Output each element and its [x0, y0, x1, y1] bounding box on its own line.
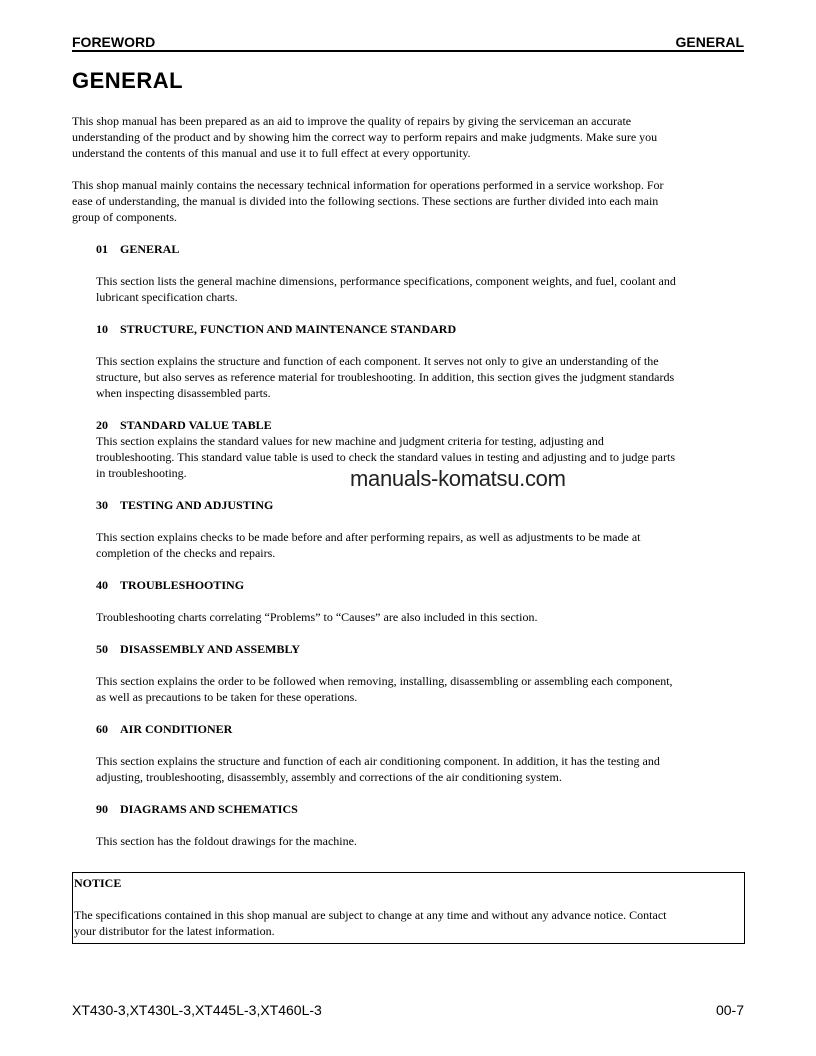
section-text-line: lubricant specification charts. [96, 290, 238, 304]
section-text-line: This section lists the general machine dimensions, performance specifications, component weights, and fuel, coolant and [96, 274, 676, 288]
section-title: TESTING AND ADJUSTING [120, 498, 274, 512]
section-heading [96, 497, 744, 513]
paragraph-line: This shop manual has been prepared as an aid to improve the quality of repairs by giving the serviceman an accurate [72, 114, 632, 128]
section-title: DIAGRAMS AND SCHEMATICS [120, 802, 298, 816]
paragraph-line: understand the contents of this manual and use it to full effect at every opportunity. [72, 146, 471, 160]
section-text-line: This section explains the order to be followed when removing, installing, disassembling or assembling each component, [96, 674, 673, 688]
watermark: manuals-komatsu.com [350, 466, 566, 491]
section-number: 30 [96, 498, 108, 512]
notice-text-line: The specifications contained in this shop manual are subject to change at any time and without any advance notice. Contact [74, 908, 667, 922]
section-number: 90 [96, 802, 108, 816]
section-number: 20 [96, 418, 108, 432]
footer-models: XT430-3,XT430L-3,XT445L-3,XT460L-3 [72, 1002, 322, 1018]
section-heading [96, 417, 744, 433]
section-text-line: This section explains the structure and function of each component. It serves not only to give an understanding of the [96, 354, 659, 368]
paragraph-line: ease of understanding, the manual is divided into the following sections. These sections are further divided into each main [72, 194, 659, 208]
section-text-line: adjusting, troubleshooting, disassembly, assembly and corrections of the air conditioning system. [96, 770, 562, 784]
section-text-line: This section explains the structure and function of each air conditioning component. In addition, it has the testing and [96, 754, 660, 768]
section-heading [96, 641, 744, 657]
section-text-line: This section explains checks to be made before and after performing repairs, as well as adjustments to be made at [96, 530, 641, 544]
section-text-line: This section explains the standard values for new machine and judgment criteria for testing, adjusting and [96, 434, 604, 448]
header-chapter: GENERAL [675, 34, 744, 50]
section-number: 60 [96, 722, 108, 736]
paragraph-line: group of components. [72, 210, 177, 224]
section-text-line: This section has the foldout drawings for the machine. [96, 834, 357, 848]
section-number: 50 [96, 642, 108, 656]
section-title: AIR CONDITIONER [120, 722, 233, 736]
page-title: GENERAL [72, 68, 184, 93]
section-heading [96, 577, 744, 593]
section-text-line: Troubleshooting charts correlating “Problems” to “Causes” are also included in this section. [96, 610, 538, 624]
section-heading [96, 801, 744, 817]
section-text-line: as well as precautions to be taken for these operations. [96, 690, 358, 704]
notice-text-line: your distributor for the latest information. [74, 924, 275, 938]
section-heading [96, 321, 744, 337]
paragraph-line: This shop manual mainly contains the necessary technical information for operations performed in a service workshop. For [72, 178, 664, 192]
notice-title: NOTICE [74, 876, 122, 890]
section-text-line: troubleshooting. This standard value table is used to check the standard values in testing and adjusting and to judge parts [96, 450, 675, 464]
section-text-line: completion of the checks and repairs. [96, 546, 276, 560]
section-text-line: structure, but also serves as reference material for troubleshooting. In addition, this section gives the judgment standards [96, 370, 675, 384]
section-number: 40 [96, 578, 108, 592]
section-title: DISASSEMBLY AND ASSEMBLY [120, 642, 301, 656]
paragraph-line: understanding of the product and by showing him the correct way to perform repairs and make judgments. Make sure you [72, 130, 658, 144]
section-number: 01 [96, 242, 108, 256]
header-section: FOREWORD [72, 34, 156, 50]
notice-box [72, 872, 745, 944]
section-heading [96, 721, 744, 737]
section-text-line: in troubleshooting. [96, 466, 187, 480]
section-title: STANDARD VALUE TABLE [120, 418, 272, 432]
page-footer [72, 1002, 744, 1018]
section-title: GENERAL [120, 242, 180, 256]
section-title: TROUBLESHOOTING [120, 578, 245, 592]
section-text-line: when inspecting disassembled parts. [96, 386, 271, 400]
page-header [72, 34, 744, 52]
section-title: STRUCTURE, FUNCTION AND MAINTENANCE STANDARD [120, 322, 457, 336]
section-number: 10 [96, 322, 108, 336]
section-heading [96, 241, 744, 257]
page-number: 00-7 [715, 1002, 744, 1018]
